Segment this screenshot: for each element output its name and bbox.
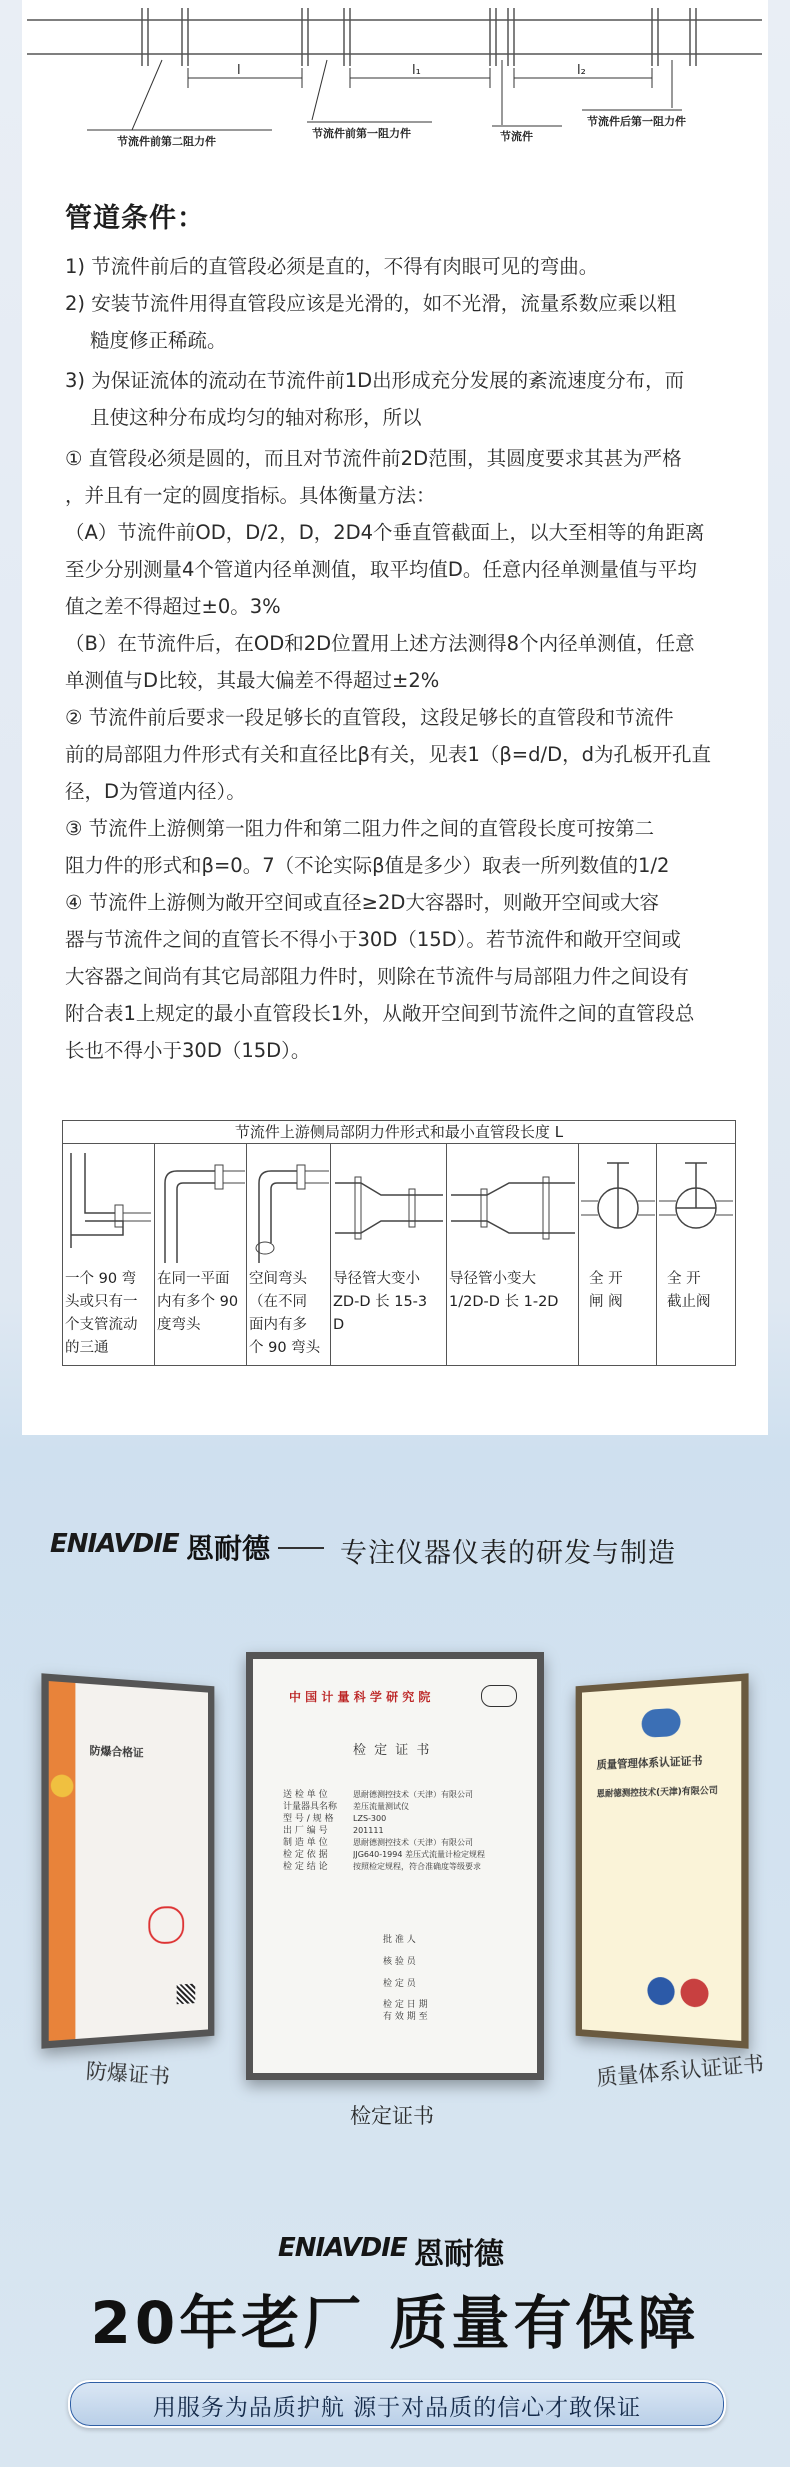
table-cell-multi-elbow (155, 1143, 247, 1365)
pipe-diagram (22, 0, 768, 165)
para-line: 径，D为管道内径）。 (65, 780, 246, 803)
footer-brand-name: 恩耐德 (414, 2237, 504, 2272)
para-line: ③ 节流件上游侧第一阻力件和第二阻力件之间的直管段长度可按第二 (65, 817, 655, 840)
item-text: 节流件前后的直管段必须是直的，不得有肉眼可见的弯曲。 (91, 255, 599, 278)
para-line: 单测值与D比较，其最大偏差不得超过±2% (65, 669, 440, 692)
cert-right-company: 恩耐德测控技术(天津)有限公司 (596, 1786, 718, 1800)
item-num: 3) (65, 369, 86, 392)
cert-dates (383, 1999, 428, 2023)
para-line: 至少分别测量4个管道内径单测值，取平均值D。任意内径单测量值与平均 (65, 558, 697, 581)
field-label: 送 检 单 位 (283, 1790, 328, 1800)
table-cell-globe-valve (657, 1143, 735, 1365)
field-label: 检 定 依 据 (283, 1850, 328, 1860)
signer-label: 核 验 员 (383, 1957, 416, 1967)
cert-globe-icon (642, 1708, 681, 1738)
table-cell-gate-valve (579, 1143, 657, 1365)
field-label: 制 造 单 位 (283, 1838, 328, 1848)
item-num: 1) (65, 255, 86, 278)
para-line: ，并且有一定的圆度指标。具体衡量方法： (65, 484, 436, 507)
expander-icon (447, 1143, 579, 1263)
cert-verification (246, 1652, 544, 2080)
para-line: ② 节流件前后要求一段足够长的直管段，这段足够长的直管段和节流件 (65, 706, 674, 729)
field-label: 检 定 结 论 (283, 1862, 328, 1872)
para-line: ④ 节流件上游侧为敞开空间或直径≥2D大容器时，则敞开空间或大容 (65, 891, 659, 914)
reducer-icon (331, 1143, 447, 1263)
table-cell-expander (447, 1143, 579, 1365)
cert-emblem-icon (51, 1774, 74, 1797)
condition-item-1 (65, 248, 730, 285)
callout-first-resistor: 节流件前第一阻力件 (312, 127, 411, 140)
cert-signers (383, 1929, 416, 1995)
item-num: 2) (65, 292, 86, 315)
diagram-label-l1: l₁ (412, 63, 421, 78)
field-value: LZS-300 (353, 1814, 387, 1823)
cert-left-title: 防爆合格证 (89, 1744, 144, 1760)
brand-line (50, 1527, 750, 1573)
org-logo-icon (481, 1685, 517, 1707)
cert-center-title: 检 定 证 书 (353, 1743, 432, 1758)
globe-valve-icon (657, 1143, 735, 1263)
table-title: 节流件上游侧局部阴力件形式和最小直管段长度 L (63, 1121, 735, 1144)
cert-center-org: 中 国 计 量 科 学 研 究 院 (289, 1690, 431, 1704)
cell-label: 导径管大变小 ZD-D 长 15-3 D (333, 1271, 428, 1333)
cell-label: 在同一平面 内有多个 90 度弯头 (157, 1271, 239, 1333)
cert-explosion-proof (41, 1673, 214, 2048)
para-line: 器与节流件之间的直管长不得小于30D（15D）。若节流件和敞开空间或 (65, 928, 681, 951)
field-label: 计量器具名称 (283, 1802, 338, 1812)
date-label: 有 效 期 至 (383, 2012, 428, 2022)
footer-sub-text: 用服务为品质护航 源于对品质的信心才敢保证 (152, 2395, 642, 2421)
brand-tagline: 专注仪器仪表的研发与制造 (340, 1538, 676, 1569)
field-label: 出 厂 编 号 (283, 1826, 328, 1836)
field-value: 恩耐德测控技术（天津）有限公司 (353, 1838, 473, 1847)
brand-divider (278, 1547, 324, 1549)
cell-label: 空间弯头 （在不同 面内有多 个 90 弯头 (249, 1271, 321, 1356)
condition-item-2 (65, 285, 730, 359)
field-value: 差压流量测试仪 (353, 1802, 409, 1811)
signer-label: 检 定 员 (383, 1979, 416, 1989)
resistor-table (62, 1120, 736, 1366)
cnas-logo-icon (681, 1978, 709, 2008)
signer-label: 批 准 人 (383, 1935, 416, 1945)
table-cell-elbow (63, 1143, 155, 1365)
footer-logo: ENIAVDIE (278, 2233, 407, 2263)
field-value: 201111 (353, 1826, 384, 1835)
cert-left-caption: 防爆证书 (85, 2059, 171, 2089)
condition-item-3 (65, 362, 730, 436)
cell-label: 导径管小变大 1/2D-D 长 1-2D (449, 1271, 559, 1310)
para-line: 前的局部阻力件形式有关和直径比β有关，见表1（β=d/D，d为孔板开孔直 (65, 743, 711, 766)
cert-quality-system (576, 1673, 749, 2048)
cert-field-labels (283, 1789, 353, 1873)
para-line: 长也不得小于30D（15D）。 (65, 1039, 311, 1062)
cert-center-caption: 检定证书 (350, 2104, 434, 2128)
para-line: ① 直管段必须是圆的，而且对节流件前2D范围，其圆度要求其甚为严格 (65, 447, 682, 470)
para-line: （A）节流件前OD，D/2，D，2D4个垂直管截面上，以大至相等的角距离 (65, 521, 705, 544)
field-value: 恩耐德测控技术（天津）有限公司 (353, 1790, 473, 1799)
diagram-label-l2: l₂ (577, 63, 586, 78)
field-value: 按照检定规程，符合准确度等级要求 (353, 1862, 481, 1871)
diagram-label-l: l (237, 63, 241, 78)
iaf-logo-icon (647, 1976, 674, 2005)
para-line: 值之差不得超过±0。3% (65, 595, 281, 618)
footer-sub-pill (68, 2380, 726, 2428)
item-text-cont: 糙度修正稀疏。 (90, 329, 227, 352)
paragraph-roundness (65, 440, 730, 1069)
cert-right-title: 质量管理体系认证证书 (596, 1754, 703, 1772)
section-title: 管道条件： (65, 203, 205, 234)
para-line: （B）在节流件后，在OD和2D位置用上述方法测得8个内径单测值，任意 (65, 632, 695, 655)
multi-elbow-icon (155, 1143, 247, 1263)
date-label: 检 定 日 期 (383, 2000, 428, 2010)
callout-throttle: 节流件 (500, 130, 533, 143)
brand-logo: ENIAVDIE (50, 1529, 179, 1559)
cert-orange-band (49, 1681, 76, 2041)
elbow-tee-icon (63, 1143, 155, 1263)
cert-right-caption: 质量体系认证证书 (595, 2051, 765, 2091)
footer-slogan: 20年老厂 质量有保障 (90, 2289, 700, 2357)
table-cell-reducer (331, 1143, 447, 1365)
brand-name: 恩耐德 (186, 1532, 271, 1565)
cell-label: 全 开 闸 阀 (589, 1271, 623, 1310)
para-line: 阻力件的形式和β=0。7（不论实际β值是多少）取表一所列数值的1/2 (65, 854, 670, 877)
item-text: 为保证流体的流动在节流件前1D出形成充分发展的紊流速度分布，而 (91, 369, 685, 392)
qr-code-icon (177, 1984, 196, 2005)
field-value: JJG640-1994 差压式流量计检定规程 (353, 1850, 485, 1859)
cell-label: 全 开 截止阀 (667, 1271, 711, 1310)
callout-second-resistor: 节流件前第二阻力件 (117, 135, 216, 148)
item-text: 安装节流件用得直管段应该是光滑的，如不光滑，流量系数应乘以粗 (91, 292, 677, 315)
table-cell-space-elbow (247, 1143, 331, 1365)
callout-after-resistor: 节流件后第一阻力件 (587, 115, 686, 128)
cell-label: 一个 90 弯 头或只有一 个支管流动 的三通 (65, 1271, 138, 1356)
para-line: 附合表1上规定的最小直管段长1外，从敞开空间到节流件之间的直管段总 (65, 1002, 695, 1025)
space-elbow-icon (247, 1143, 331, 1263)
cert-field-values (353, 1789, 533, 1873)
red-stamp-icon (148, 1906, 184, 1944)
gate-valve-icon (579, 1143, 657, 1263)
field-label: 型 号 / 规 格 (283, 1814, 334, 1824)
para-line: 大容器之间尚有其它局部阻力件时，则除在节流件与局部阻力件之间设有 (65, 965, 690, 988)
item-text-cont: 且使这种分布成均匀的轴对称形，所以 (90, 406, 422, 429)
